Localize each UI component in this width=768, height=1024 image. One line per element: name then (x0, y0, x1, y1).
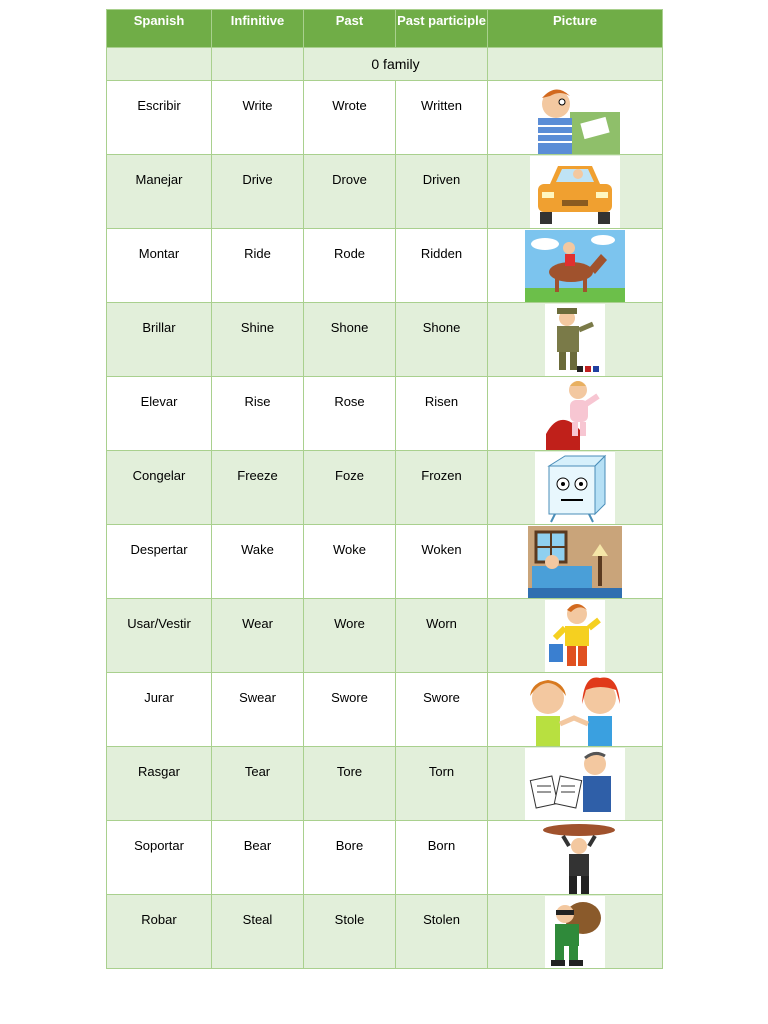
shoe-shiner-icon (545, 304, 605, 376)
baby-rising-icon (540, 378, 610, 450)
writing-boy-icon (530, 82, 620, 154)
past-cell (304, 229, 396, 303)
spanish-cell (107, 525, 212, 599)
past-cell-text: Wrote (332, 98, 367, 113)
spanish-cell-text: Jurar (144, 690, 174, 705)
spanish-cell-text: Elevar (140, 394, 178, 409)
spanish-cell-text: Congelar (132, 468, 186, 483)
infinitive-cell (212, 303, 304, 377)
table-row (107, 303, 663, 377)
past-cell-text: Shone (330, 320, 369, 335)
picture-cell (488, 525, 663, 599)
infinitive-cell (212, 895, 304, 969)
waking-child-icon (528, 526, 622, 598)
spanish-cell (107, 377, 212, 451)
past-participle-cell (396, 895, 488, 969)
table-row (107, 155, 663, 229)
past-cell-text: Swore (331, 690, 368, 705)
infinitive-cell-text: Rise (244, 394, 271, 409)
spanish-cell (107, 303, 212, 377)
picture-cell (488, 451, 663, 525)
past-cell-text: Bore (335, 838, 364, 853)
header-past-participle: Past participle (396, 10, 488, 48)
infinitive-cell (212, 673, 304, 747)
past-cell (304, 525, 396, 599)
header-past: Past (304, 10, 396, 48)
past-participle-cell (396, 599, 488, 673)
past-cell-text: Drove (332, 172, 367, 187)
spanish-cell (107, 895, 212, 969)
infinitive-cell-text: Write (242, 98, 273, 113)
family-empty-cell (488, 48, 663, 81)
picture-cell (488, 81, 663, 155)
past-participle-cell (396, 377, 488, 451)
past-cell (304, 747, 396, 821)
picture-cell (488, 229, 663, 303)
picture-cell (488, 377, 663, 451)
table-row (107, 451, 663, 525)
picture-cell (488, 895, 663, 969)
past-cell (304, 155, 396, 229)
spanish-cell (107, 81, 212, 155)
past-cell-text: Wore (334, 616, 365, 631)
infinitive-cell-text: Wake (241, 542, 274, 557)
past-cell-text: Tore (336, 764, 363, 779)
spanish-cell-text: Montar (138, 246, 180, 261)
infinitive-cell (212, 525, 304, 599)
past-participle-cell-text: Born (427, 838, 456, 853)
infinitive-cell-text: Ride (244, 246, 271, 261)
past-cell (304, 673, 396, 747)
spanish-cell-text: Manejar (135, 172, 183, 187)
family-empty-cell (107, 48, 212, 81)
past-participle-cell (396, 303, 488, 377)
boy-dressing-icon (545, 600, 605, 672)
past-cell (304, 599, 396, 673)
infinitive-cell (212, 451, 304, 525)
past-cell (304, 303, 396, 377)
infinitive-cell-text: Bear (243, 838, 272, 853)
past-participle-cell-text: Swore (423, 690, 460, 705)
past-cell-text: Foze (335, 468, 364, 483)
past-participle-cell (396, 673, 488, 747)
past-participle-cell-text: Frozen (421, 468, 462, 483)
past-cell (304, 451, 396, 525)
past-participle-cell-text: Stolen (423, 912, 460, 927)
past-cell-text: Woke (333, 542, 366, 557)
picture-cell (488, 155, 663, 229)
spanish-cell (107, 229, 212, 303)
picture-cell (488, 673, 663, 747)
past-participle-cell (396, 821, 488, 895)
family-label: 0 family (304, 48, 488, 81)
infinitive-cell (212, 599, 304, 673)
past-participle-cell-text: Worn (426, 616, 457, 631)
past-participle-cell (396, 81, 488, 155)
table-row (107, 377, 663, 451)
past-cell-text: Stole (334, 912, 365, 927)
infinitive-cell (212, 821, 304, 895)
spanish-cell-text: Robar (141, 912, 177, 927)
spanish-cell (107, 155, 212, 229)
past-cell (304, 821, 396, 895)
infinitive-cell (212, 229, 304, 303)
past-participle-cell (396, 747, 488, 821)
table-row (107, 673, 663, 747)
spanish-cell-text: Usar/Vestir (127, 616, 191, 631)
infinitive-cell-text: Wear (242, 616, 273, 631)
table-row (107, 895, 663, 969)
past-participle-cell-text: Ridden (420, 246, 463, 261)
horse-rider-icon (525, 230, 625, 302)
past-participle-cell (396, 155, 488, 229)
spanish-cell-text: Despertar (130, 542, 188, 557)
girls-pinky-swear-icon (520, 674, 630, 746)
spanish-cell (107, 821, 212, 895)
frozen-ice-cube-icon (535, 452, 615, 524)
irregular-verbs-table (106, 9, 663, 969)
past-participle-cell-text: Risen (424, 394, 459, 409)
table-header-row (107, 10, 663, 48)
table-row (107, 525, 663, 599)
infinitive-cell-text: Swear (239, 690, 276, 705)
spanish-cell (107, 673, 212, 747)
infinitive-cell (212, 155, 304, 229)
spanish-cell (107, 451, 212, 525)
spanish-cell-text: Escribir (137, 98, 181, 113)
infinitive-cell (212, 747, 304, 821)
past-cell (304, 895, 396, 969)
past-cell (304, 377, 396, 451)
spanish-cell (107, 747, 212, 821)
spanish-cell-text: Rasgar (138, 764, 180, 779)
spanish-cell-text: Brillar (142, 320, 176, 335)
infinitive-cell-text: Drive (242, 172, 273, 187)
table-row (107, 229, 663, 303)
infinitive-cell-text: Tear (244, 764, 271, 779)
family-row (107, 48, 663, 81)
spanish-cell (107, 599, 212, 673)
past-participle-cell-text: Written (421, 98, 462, 113)
infinitive-cell (212, 377, 304, 451)
past-participle-cell (396, 525, 488, 599)
infinitive-cell (212, 81, 304, 155)
past-participle-cell-text: Woken (421, 542, 462, 557)
header-picture: Picture (488, 10, 663, 48)
past-participle-cell (396, 229, 488, 303)
past-participle-cell-text: Torn (428, 764, 455, 779)
past-cell (304, 81, 396, 155)
picture-cell (488, 599, 663, 673)
header-spanish: Spanish (107, 10, 212, 48)
picture-cell (488, 821, 663, 895)
infinitive-cell-text: Shine (240, 320, 275, 335)
table-row (107, 599, 663, 673)
picture-cell (488, 747, 663, 821)
table-row (107, 747, 663, 821)
table-row (107, 81, 663, 155)
past-cell-text: Rode (333, 246, 366, 261)
man-tearing-paper-icon (525, 748, 625, 820)
header-infinitive: Infinitive (212, 10, 304, 48)
car-driver-icon (530, 156, 620, 228)
past-participle-cell-text: Shone (422, 320, 461, 335)
infinitive-cell-text: Steal (242, 912, 273, 927)
past-cell-text: Rose (334, 394, 365, 409)
picture-cell (488, 303, 663, 377)
spanish-cell-text: Soportar (134, 838, 184, 853)
table-row (107, 821, 663, 895)
family-empty-cell (212, 48, 304, 81)
infinitive-cell-text: Freeze (237, 468, 278, 483)
past-participle-cell-text: Driven (422, 172, 461, 187)
man-bearing-weight-icon (535, 822, 615, 894)
past-participle-cell (396, 451, 488, 525)
thief-with-sack-icon (545, 896, 605, 968)
